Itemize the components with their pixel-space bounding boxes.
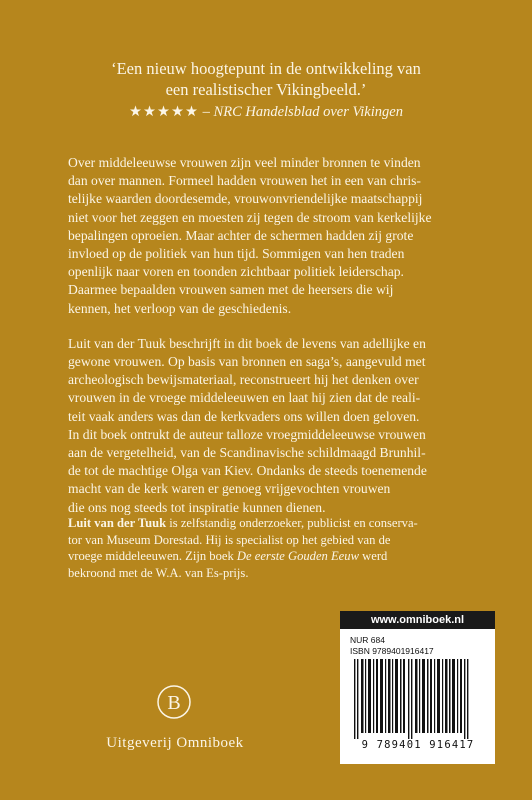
bio-line-1 [68, 515, 478, 532]
text-line: dan over mannen. Formeel hadden vrouwen het in een van chris- [68, 173, 421, 189]
text-line: openlijk naar voren en toonden zichtbaar politiek leiderschap. [68, 264, 404, 280]
text-line: kennen, het verloop van de geschiedenis. [68, 300, 292, 316]
publisher-logo [114, 682, 234, 722]
barcode-digits: 9 789401 916417 [361, 739, 475, 751]
text-line: gewone vrouwen. Op basis van bronnen en saga’s, aangevuld met [68, 354, 426, 370]
text-line: bepalingen oproeien. Maar achter de schermen hadden zij grote [68, 227, 414, 243]
text-line: niet voor het zeggen en moesten zij tegen de stroom van kerkelijke [68, 209, 432, 225]
omniboek-logo-icon [114, 682, 234, 722]
bio-text: vroege middeleeuwen. Zijn boek [68, 549, 237, 564]
bio-line-2: tor van Museum Dorestad. Hij is specialist op het gebied van de [68, 532, 391, 547]
text-line: Over middeleeuwse vrouwen zijn veel minder bronnen te vinden [68, 155, 421, 170]
quote-attribution [40, 102, 492, 123]
rating-stars: ★★★★★ [129, 104, 200, 120]
text-line: Luit van der Tuuk beschrijft in dit boek de levens van adellijke en [68, 335, 426, 351]
text-line: telijke waarden doordesemde, vrouwonvriendelijke maatschappij [68, 191, 423, 207]
bio-line-3 [68, 548, 478, 565]
blurb-paragraph-1 [68, 154, 478, 318]
text-line: archeologisch bewijsmateriaal, reconstrueert hij het denken over [68, 372, 419, 388]
quote-line-1: ‘Een nieuw hoogtepunt in de ontwikkeling van [111, 59, 421, 78]
text-line: aan de vergetelheid, van de Scandinavische schildmaagd Brunhil- [68, 445, 426, 461]
nur-code: NUR 684 [350, 635, 385, 645]
text-line: die ons nog steeds tot inspiratie kunnen dienen. [68, 499, 326, 515]
bio-text: werd [358, 549, 388, 564]
text-line: invloed op de politiek van hun tijd. Sommigen van hen traden [68, 246, 405, 262]
blurb [68, 154, 478, 534]
bio-text: is zelfstandig onderzoeker, publicist en conserva- [166, 516, 418, 530]
attribution-text: – NRC Handelsblad over Vikingen [202, 104, 403, 120]
text-line: Daarmee bepaalden vrouwen samen met de heersers die wij [68, 282, 394, 298]
author-name: Luit van der Tuuk [68, 516, 167, 530]
barcode-panel [340, 611, 495, 764]
isbn-code: ISBN 9789401916417 [350, 646, 434, 656]
book-title: De eerste Gouden Eeuw [236, 549, 359, 564]
review-quote [40, 58, 492, 123]
website-label: www.omniboek.nl [340, 611, 495, 629]
text-line: teit vaak anders was dan de kerkvaders ons willen doen geloven. [68, 408, 420, 424]
logo-letter: B [167, 692, 181, 714]
author-bio [68, 515, 478, 581]
quote-line-2: een realistischer Vikingbeeld.’ [165, 80, 367, 99]
barcode-icon [348, 659, 488, 739]
blurb-paragraph-2 [68, 335, 478, 517]
text-line: de tot de machtige Olga van Kiev. Ondanks de steeds toenemende [68, 463, 427, 479]
publisher-name: Uitgeverij Omniboek [106, 735, 244, 751]
text-line: In dit boek ontrukt de auteur talloze vroegmiddeleeuwse vrouwen [68, 426, 426, 442]
text-line: vrouwen in de vroege middeleeuwen en laat hij zien dat de reali- [68, 390, 421, 406]
text-line: macht van de kerk waren er genoeg vrijgevochten vrouwen [68, 481, 391, 497]
bio-line-4: bekroond met de W.A. van Es-prijs. [68, 565, 249, 580]
